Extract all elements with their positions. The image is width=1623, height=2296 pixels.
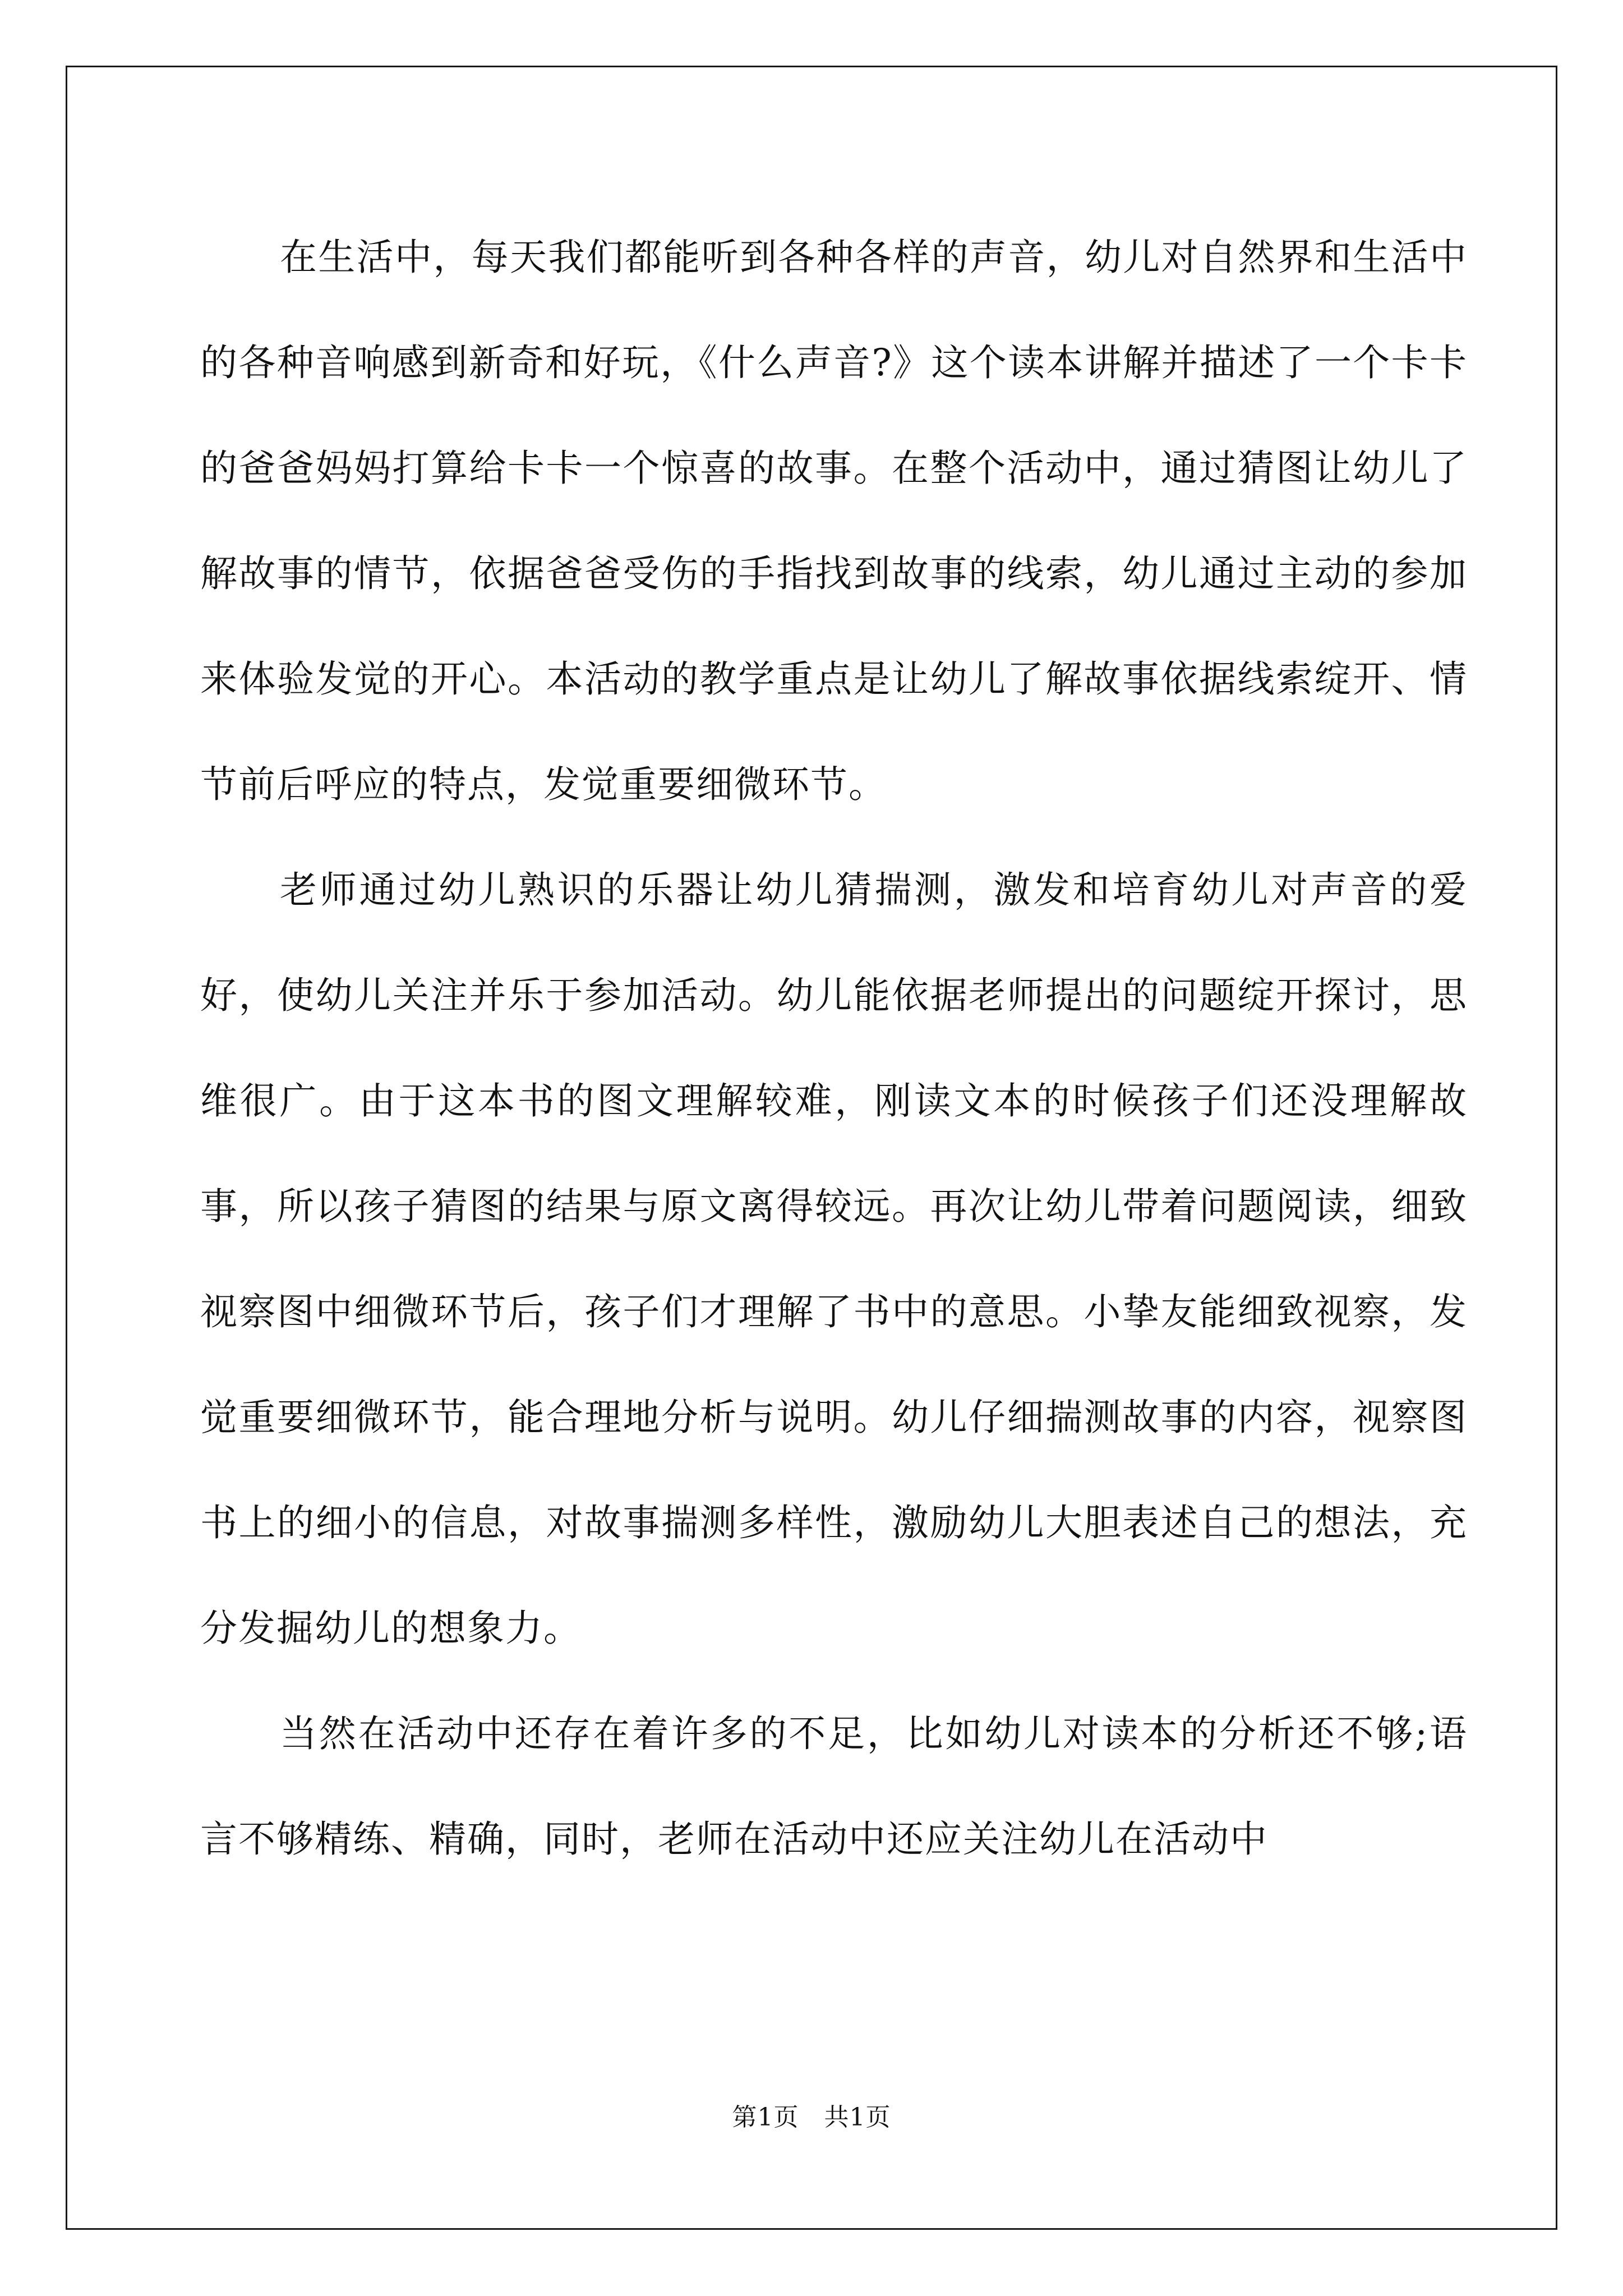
page-footer: 第1页 共1页 <box>732 2103 891 2132</box>
paragraph-3: 当然在活动中还存在着许多的不足，比如幼儿对读本的分析还不够;语言不够精练、精确，同时，老师在活动中还应关注幼儿在活动中 <box>200 1712 1468 1861</box>
document-body <box>200 205 1468 1892</box>
paragraph-1: 在生活中，每天我们都能听到各种各样的声音，幼儿对自然界和生活中的各种音响感到新奇和好玩，《什么声音?》这个读本讲解并描述了一个卡卡的爸爸妈妈打算给卡卡一个惊喜的故事。在整个活动中，通过猜图让幼儿了解故事的情节，依据爸爸受伤的手指找到故事的线索，幼儿通过主动的参加来体验发觉的开心。本活动的教学重点是让幼儿了解故事依据线索绽开、情节前后呼应的特点，发觉重要细微环节。 <box>200 236 1468 806</box>
paragraph-2: 老师通过幼儿熟识的乐器让幼儿猜揣测，激发和培育幼儿对声音的爱好，使幼儿关注并乐于参加活动。幼儿能依据老师提出的问题绽开探讨，思维很广。由于这本书的图文理解较难，刚读文本的时候孩子们还没理解故事，所以孩子猜图的结果与原文离得较远。再次让幼儿带着问题阅读，细致视察图中细微环节后，孩子们才理解了书中的意思。小挚友能细致视察，发觉重要细微环节，能合理地分析与说明。幼儿仔细揣测故事的内容，视察图书上的细小的信息，对故事揣测多样性，激励幼儿大胆表述自己的想法，充分发掘幼儿的想象力。 <box>200 868 1468 1650</box>
